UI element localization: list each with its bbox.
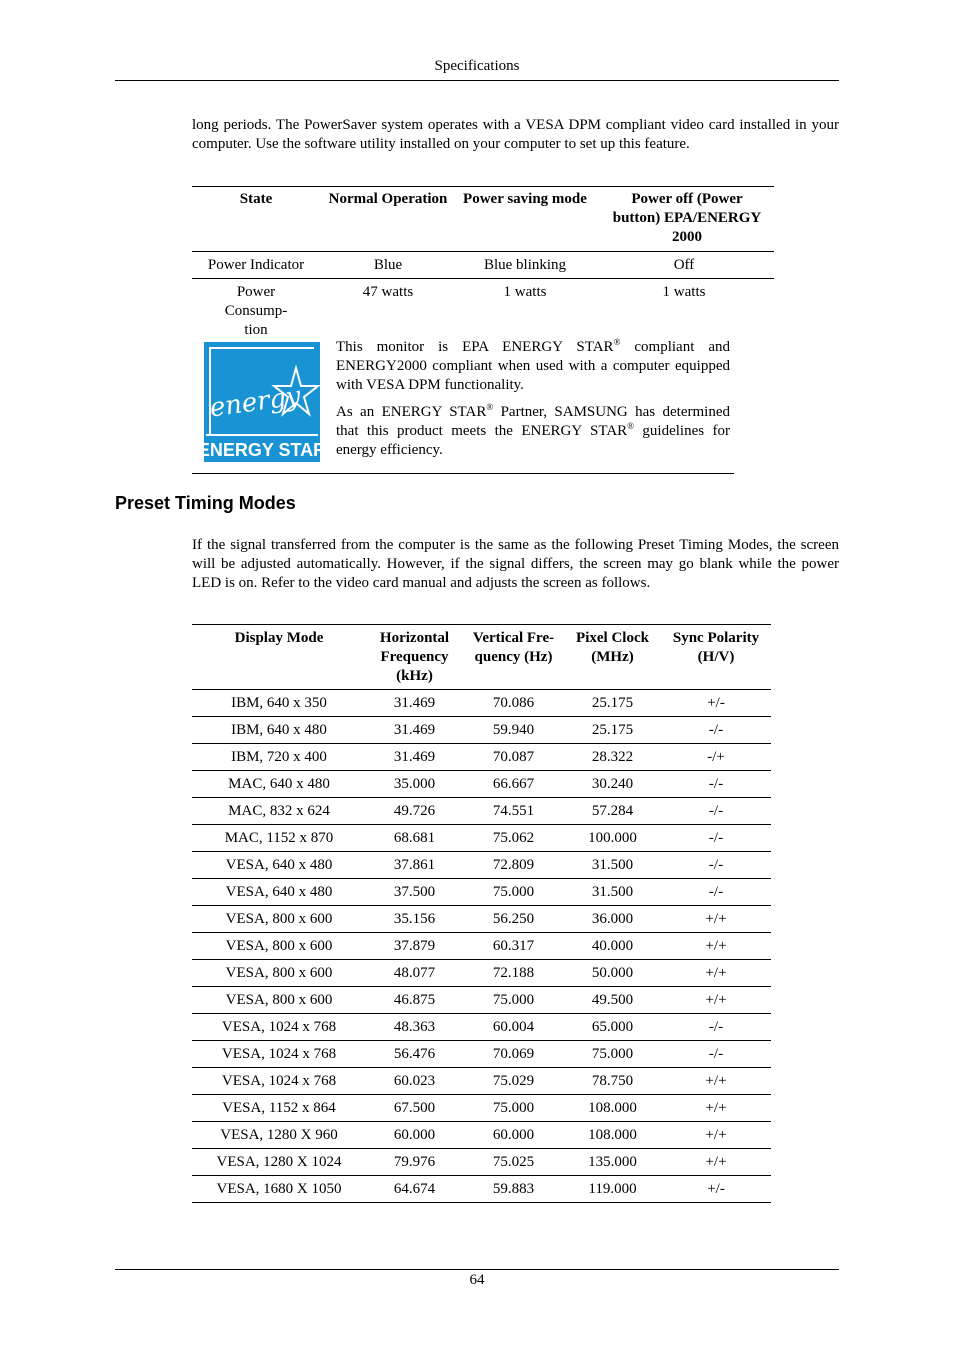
timing-cell-horizontal-frequency: 31.469 bbox=[366, 690, 463, 717]
power-table-row bbox=[192, 279, 774, 344]
power-cell: 1 watts bbox=[503, 284, 547, 300]
timing-cell-sync-polarity: -/- bbox=[661, 717, 771, 744]
timing-cell-vertical-frequency: 75.000 bbox=[463, 879, 564, 906]
timing-cell-horizontal-frequency: 31.469 bbox=[366, 744, 463, 771]
timing-header-pixel-clock: Pixel Clock (MHz) bbox=[564, 625, 661, 690]
timing-cell-sync-polarity: +/+ bbox=[661, 1149, 771, 1176]
timing-intro-paragraph: If the signal transferred from the computer is the same as the following Preset Timing Modes, the screen will be adjusted automatically. However, if the signal differs, the screen may go blank while the power LED is on. Refer to the video card manual and adjusts the screen as follows. bbox=[192, 537, 839, 591]
timing-table-row bbox=[192, 771, 771, 798]
footer-rule bbox=[115, 1269, 839, 1270]
timing-table-row bbox=[192, 1014, 771, 1041]
timing-cell-pixel-clock: 50.000 bbox=[564, 960, 661, 987]
timing-cell-vertical-frequency: 75.000 bbox=[463, 987, 564, 1014]
energy-star-script: energy bbox=[207, 381, 303, 424]
timing-header-horizontal: Horizontal Frequency (kHz) bbox=[366, 625, 463, 690]
timing-cell-horizontal-frequency: 37.861 bbox=[366, 852, 463, 879]
timing-cell-horizontal-frequency: 35.000 bbox=[366, 771, 463, 798]
timing-table-row bbox=[192, 933, 771, 960]
timing-table-row bbox=[192, 852, 771, 879]
power-header-state: State bbox=[192, 187, 320, 252]
timing-cell-sync-polarity: -/- bbox=[661, 1014, 771, 1041]
timing-cell-vertical-frequency: 70.086 bbox=[463, 690, 564, 717]
timing-cell-pixel-clock: 36.000 bbox=[564, 906, 661, 933]
timing-cell-vertical-frequency: 66.667 bbox=[463, 771, 564, 798]
timing-cell-display-mode: VESA, 1680 X 1050 bbox=[192, 1176, 366, 1203]
timing-cell-horizontal-frequency: 46.875 bbox=[366, 987, 463, 1014]
timing-cell-horizontal-frequency: 60.000 bbox=[366, 1122, 463, 1149]
timing-table-row bbox=[192, 960, 771, 987]
timing-cell-pixel-clock: 40.000 bbox=[564, 933, 661, 960]
timing-cell-display-mode: VESA, 800 x 600 bbox=[192, 987, 366, 1014]
timing-cell-horizontal-frequency: 35.156 bbox=[366, 906, 463, 933]
timing-cell-horizontal-frequency: 49.726 bbox=[366, 798, 463, 825]
timing-cell-pixel-clock: 75.000 bbox=[564, 1041, 661, 1068]
timing-table-row bbox=[192, 1122, 771, 1149]
energy-star-paragraph-1: This monitor is EPA ENERGY STAR® compliant and ENERGY2000 compliant when used with a computer equipped with VESA DPM functionality. bbox=[336, 337, 730, 393]
timing-cell-sync-polarity: +/+ bbox=[661, 906, 771, 933]
header-rule bbox=[115, 80, 839, 81]
timing-cell-vertical-frequency: 75.000 bbox=[463, 1095, 564, 1122]
power-cell: 1 watts bbox=[662, 284, 706, 300]
timing-cell-display-mode: VESA, 1024 x 768 bbox=[192, 1014, 366, 1041]
power-cell: Power Indicator bbox=[192, 252, 320, 279]
timing-table-row bbox=[192, 744, 771, 771]
timing-cell-horizontal-frequency: 37.500 bbox=[366, 879, 463, 906]
page-header-title: Specifications bbox=[434, 58, 520, 74]
timing-cell-pixel-clock: 49.500 bbox=[564, 987, 661, 1014]
timing-table-row bbox=[192, 1095, 771, 1122]
timing-cell-vertical-frequency: 60.004 bbox=[463, 1014, 564, 1041]
timing-cell-pixel-clock: 119.000 bbox=[564, 1176, 661, 1203]
timing-table-row bbox=[192, 1041, 771, 1068]
timing-cell-vertical-frequency: 60.000 bbox=[463, 1122, 564, 1149]
timing-cell-horizontal-frequency: 68.681 bbox=[366, 825, 463, 852]
timing-header-vertical: Vertical Fre-quency (Hz) bbox=[463, 625, 564, 690]
energy-star-rule bbox=[192, 473, 734, 474]
timing-cell-sync-polarity: +/- bbox=[661, 690, 771, 717]
power-header-saving: Power saving mode bbox=[456, 187, 594, 252]
timing-cell-horizontal-frequency: 79.976 bbox=[366, 1149, 463, 1176]
power-cell: Off bbox=[594, 252, 774, 279]
timing-cell-vertical-frequency: 59.940 bbox=[463, 717, 564, 744]
timing-cell-sync-polarity: -/- bbox=[661, 852, 771, 879]
timing-cell-display-mode: VESA, 800 x 600 bbox=[192, 906, 366, 933]
timing-cell-pixel-clock: 31.500 bbox=[564, 852, 661, 879]
timing-cell-vertical-frequency: 70.087 bbox=[463, 744, 564, 771]
timing-cell-pixel-clock: 78.750 bbox=[564, 1068, 661, 1095]
timing-cell-pixel-clock: 57.284 bbox=[564, 798, 661, 825]
power-cell: Blue bbox=[320, 252, 456, 279]
timing-cell-sync-polarity: -/- bbox=[661, 771, 771, 798]
power-cell: Power Consump-tion bbox=[224, 284, 288, 338]
power-table-row bbox=[192, 252, 774, 279]
timing-cell-vertical-frequency: 72.809 bbox=[463, 852, 564, 879]
preset-timing-table bbox=[192, 624, 771, 1203]
timing-cell-sync-polarity: +/+ bbox=[661, 987, 771, 1014]
timing-table-row bbox=[192, 1068, 771, 1095]
timing-cell-sync-polarity: +/+ bbox=[661, 960, 771, 987]
timing-table-row bbox=[192, 690, 771, 717]
energy-star-paragraph-2: As an ENERGY STAR® Partner, SAMSUNG has determined that this product meets the ENERGY STAR® guidelines for energy efficiency. bbox=[336, 402, 730, 458]
timing-cell-display-mode: VESA, 1152 x 864 bbox=[192, 1095, 366, 1122]
intro-paragraph: long periods. The PowerSaver system operates with a VESA DPM compliant video card installed in your computer. Use the software utility installed on your computer to set up this feature. bbox=[192, 117, 839, 152]
timing-cell-horizontal-frequency: 37.879 bbox=[366, 933, 463, 960]
timing-cell-vertical-frequency: 70.069 bbox=[463, 1041, 564, 1068]
timing-table-row bbox=[192, 798, 771, 825]
power-cell: Blue blinking bbox=[456, 252, 594, 279]
timing-cell-horizontal-frequency: 67.500 bbox=[366, 1095, 463, 1122]
timing-cell-pixel-clock: 25.175 bbox=[564, 690, 661, 717]
timing-cell-vertical-frequency: 75.029 bbox=[463, 1068, 564, 1095]
timing-table-body bbox=[192, 690, 771, 1203]
timing-table-row bbox=[192, 825, 771, 852]
power-table-header-row bbox=[192, 187, 774, 252]
timing-table-row bbox=[192, 906, 771, 933]
energy-star-description bbox=[336, 338, 730, 460]
power-header-normal: Normal Operation bbox=[320, 187, 456, 252]
timing-cell-display-mode: VESA, 640 x 480 bbox=[192, 879, 366, 906]
power-table bbox=[192, 186, 774, 343]
timing-table-row bbox=[192, 1176, 771, 1203]
timing-cell-display-mode: MAC, 640 x 480 bbox=[192, 771, 366, 798]
timing-cell-sync-polarity: +/+ bbox=[661, 1068, 771, 1095]
timing-cell-horizontal-frequency: 48.077 bbox=[366, 960, 463, 987]
timing-cell-display-mode: MAC, 1152 x 870 bbox=[192, 825, 366, 852]
timing-cell-display-mode: MAC, 832 x 624 bbox=[192, 798, 366, 825]
timing-cell-display-mode: IBM, 640 x 480 bbox=[192, 717, 366, 744]
power-cell: 47 watts bbox=[362, 284, 414, 300]
timing-cell-pixel-clock: 28.322 bbox=[564, 744, 661, 771]
timing-cell-pixel-clock: 25.175 bbox=[564, 717, 661, 744]
timing-cell-display-mode: VESA, 1024 x 768 bbox=[192, 1041, 366, 1068]
timing-cell-sync-polarity: -/- bbox=[661, 825, 771, 852]
timing-cell-display-mode: VESA, 640 x 480 bbox=[192, 852, 366, 879]
timing-cell-pixel-clock: 108.000 bbox=[564, 1095, 661, 1122]
timing-cell-sync-polarity: +/+ bbox=[661, 1122, 771, 1149]
timing-cell-horizontal-frequency: 60.023 bbox=[366, 1068, 463, 1095]
timing-cell-vertical-frequency: 72.188 bbox=[463, 960, 564, 987]
timing-cell-pixel-clock: 31.500 bbox=[564, 879, 661, 906]
timing-cell-display-mode: IBM, 720 x 400 bbox=[192, 744, 366, 771]
timing-cell-display-mode: VESA, 1280 X 960 bbox=[192, 1122, 366, 1149]
timing-cell-horizontal-frequency: 31.469 bbox=[366, 717, 463, 744]
timing-table-row bbox=[192, 987, 771, 1014]
timing-cell-pixel-clock: 65.000 bbox=[564, 1014, 661, 1041]
timing-cell-sync-polarity: -/- bbox=[661, 798, 771, 825]
power-header-off: Power off (Power button) EPA/ENERGY 2000 bbox=[594, 187, 774, 252]
timing-table-row bbox=[192, 1149, 771, 1176]
section-title: Preset Timing Modes bbox=[115, 493, 296, 513]
timing-cell-pixel-clock: 135.000 bbox=[564, 1149, 661, 1176]
energy-star-wordmark: ENERGY STAR bbox=[204, 440, 320, 460]
timing-cell-display-mode: VESA, 1280 X 1024 bbox=[192, 1149, 366, 1176]
timing-table-header-row bbox=[192, 625, 771, 690]
timing-cell-sync-polarity: +/+ bbox=[661, 933, 771, 960]
timing-cell-display-mode: IBM, 640 x 350 bbox=[192, 690, 366, 717]
timing-cell-sync-polarity: -/+ bbox=[661, 744, 771, 771]
timing-cell-horizontal-frequency: 56.476 bbox=[366, 1041, 463, 1068]
page-number: 64 bbox=[469, 1272, 485, 1288]
timing-cell-horizontal-frequency: 48.363 bbox=[366, 1014, 463, 1041]
timing-cell-display-mode: VESA, 1024 x 768 bbox=[192, 1068, 366, 1095]
timing-cell-vertical-frequency: 75.062 bbox=[463, 825, 564, 852]
timing-cell-pixel-clock: 30.240 bbox=[564, 771, 661, 798]
timing-header-sync: Sync Polarity (H/V) bbox=[661, 625, 771, 690]
timing-cell-sync-polarity: -/- bbox=[661, 879, 771, 906]
timing-header-display-mode: Display Mode bbox=[192, 625, 366, 690]
energy-star-logo bbox=[204, 342, 320, 462]
timing-cell-display-mode: VESA, 800 x 600 bbox=[192, 960, 366, 987]
timing-cell-pixel-clock: 108.000 bbox=[564, 1122, 661, 1149]
timing-cell-vertical-frequency: 74.551 bbox=[463, 798, 564, 825]
timing-table-row bbox=[192, 717, 771, 744]
timing-cell-vertical-frequency: 59.883 bbox=[463, 1176, 564, 1203]
timing-cell-sync-polarity: +/+ bbox=[661, 1095, 771, 1122]
timing-cell-sync-polarity: +/- bbox=[661, 1176, 771, 1203]
timing-cell-sync-polarity: -/- bbox=[661, 1041, 771, 1068]
timing-cell-vertical-frequency: 56.250 bbox=[463, 906, 564, 933]
timing-cell-pixel-clock: 100.000 bbox=[564, 825, 661, 852]
timing-cell-display-mode: VESA, 800 x 600 bbox=[192, 933, 366, 960]
timing-cell-vertical-frequency: 60.317 bbox=[463, 933, 564, 960]
energy-star-logo-icon bbox=[204, 342, 320, 462]
timing-table-row bbox=[192, 879, 771, 906]
timing-cell-vertical-frequency: 75.025 bbox=[463, 1149, 564, 1176]
timing-cell-horizontal-frequency: 64.674 bbox=[366, 1176, 463, 1203]
